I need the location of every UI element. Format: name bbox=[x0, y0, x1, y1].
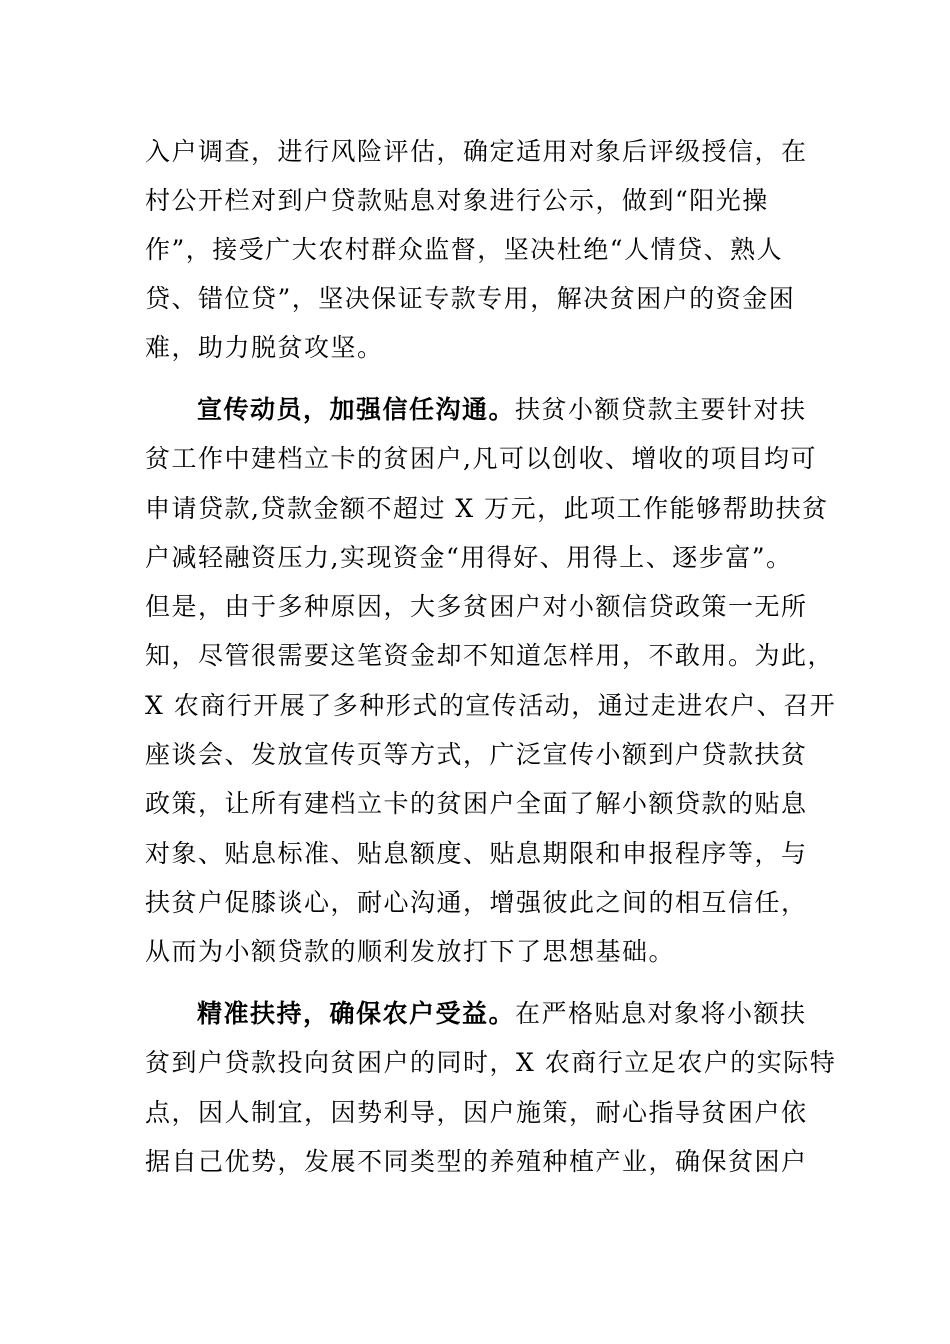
paragraph2-line-8: 座谈会、发放宣传页等方式，广泛宣传小额到户贷款扶贫 bbox=[145, 740, 808, 769]
paragraph3-line-2: 贫到户贷款投向贫困户的同时，X 农商行立足农户的实际特 bbox=[145, 1048, 837, 1077]
paragraph2-line-2: 贫工作中建档立卡的贫困户,凡可以创收、增收的项目均可 bbox=[145, 444, 817, 473]
paragraph1-line-5: 难，助力脱贫攻坚。 bbox=[145, 333, 384, 362]
paragraph2-heading: 宣传动员，加强信任沟通。 bbox=[197, 395, 516, 424]
paragraph1-line-1: 入户调查，进行风险评估，确定适用对象后评级授信，在 bbox=[145, 137, 808, 166]
paragraph3-line-4: 据自己优势，发展不同类型的养殖种植产业，确保贫困户 bbox=[145, 1147, 808, 1176]
paragraph3-heading: 精准扶持，确保农户受益。 bbox=[197, 999, 516, 1028]
paragraph2-line-4: 户减轻融资压力,实现资金“用得好、用得上、逐步富”。 bbox=[145, 543, 793, 572]
paragraph2-line-1 bbox=[197, 390, 807, 430]
paragraph2-line-6: 知，尽管很需要这笔资金却不知道怎样用，不敢用。为此， bbox=[145, 641, 835, 670]
paragraph1-line-4: 贷、错位贷”，坚决保证专款专用，解决贫困户的资金困 bbox=[145, 284, 796, 313]
paragraph3-line-3: 点，因人制宜，因势利导，因户施策，耐心指导贫困户依 bbox=[145, 1098, 808, 1127]
paragraph2-line-12: 从而为小额贷款的顺利发放打下了思想基础。 bbox=[145, 937, 676, 966]
paragraph2-line-10: 对象、贴息标准、贴息额度、贴息期限和申报程序等，与 bbox=[145, 839, 808, 868]
paragraph2-first-line-text: 扶贫小额贷款主要针对扶 bbox=[515, 395, 807, 424]
paragraph2-line-7: X 农商行开展了多种形式的宣传活动，通过走进农户、召开 bbox=[145, 691, 837, 720]
paragraph3-line-1 bbox=[197, 994, 807, 1034]
paragraph2-line-9: 政策，让所有建档立卡的贫困户全面了解小额贷款的贴息 bbox=[145, 789, 808, 818]
paragraph3-first-line-text: 在严格贴息对象将小额扶 bbox=[515, 999, 807, 1028]
paragraph2-line-3: 申请贷款,贷款金额不超过 X 万元，此项工作能够帮助扶贫 bbox=[145, 494, 829, 523]
paragraph2-line-11: 扶贫户促膝谈心，耐心沟通，增强彼此之间的相互信任， bbox=[145, 888, 808, 917]
paragraph1-line-3: 作”，接受广大农村群众监督，坚决杜绝“人情贷、熟人 bbox=[145, 235, 784, 264]
paragraph2-line-5: 但是，由于多种原因，大多贫困户对小额信贷政策一无所 bbox=[145, 592, 808, 621]
paragraph1-line-2: 村公开栏对到户贷款贴息对象进行公示，做到“阳光操 bbox=[145, 186, 769, 215]
